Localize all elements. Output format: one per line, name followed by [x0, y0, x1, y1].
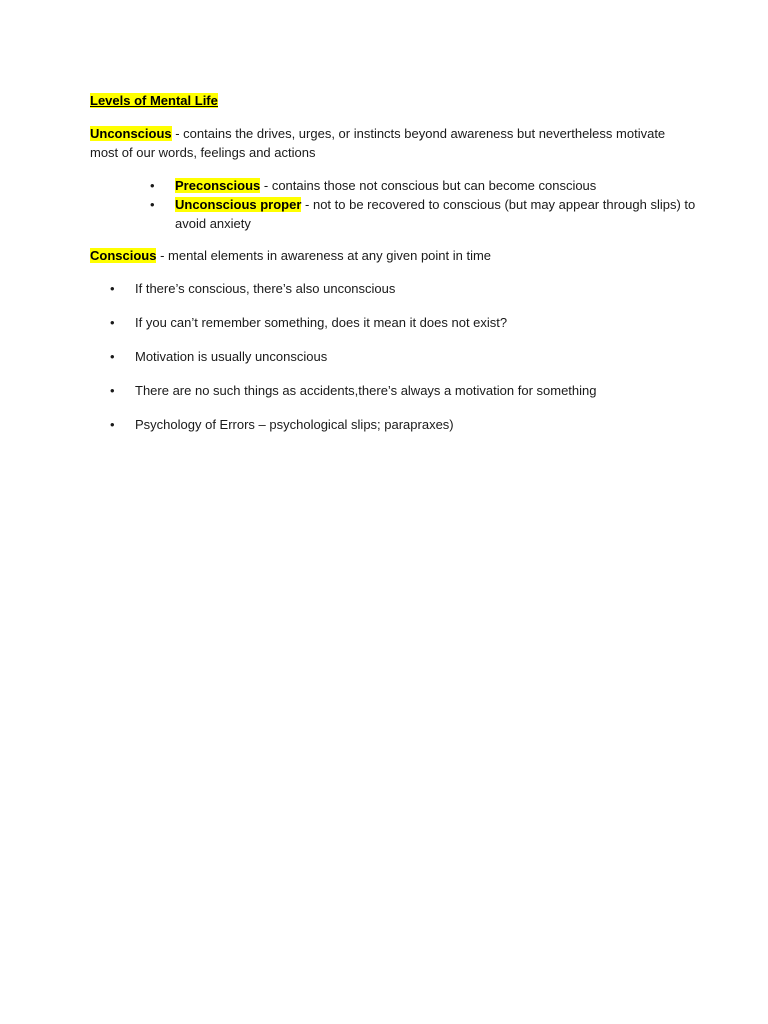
list-item — [110, 347, 710, 381]
conscious-paragraph — [90, 246, 690, 265]
conscious-bullet-list — [110, 279, 710, 449]
list-item — [150, 176, 710, 195]
bullet-icon: • — [110, 349, 115, 364]
preconscious-definition: - contains those not conscious but can become conscious — [260, 178, 597, 193]
conscious-definition: - mental elements in awareness at any given point in time — [156, 248, 492, 263]
bullet-icon: • — [110, 417, 115, 432]
list-item — [110, 415, 710, 449]
list-item — [110, 279, 710, 313]
conscious-term: Conscious — [90, 248, 157, 263]
bullet-text: If there’s conscious, there’s also unconscious — [135, 281, 396, 296]
bullet-text: Psychology of Errors – psychological slips; parapraxes) — [135, 417, 454, 432]
bullet-icon: • — [150, 178, 155, 193]
list-item — [150, 195, 710, 233]
document-title — [90, 91, 690, 110]
list-item — [110, 313, 710, 347]
bullet-text: There are no such things as accidents,there’s always a motivation for something — [135, 383, 597, 398]
bullet-icon: • — [110, 383, 115, 398]
unconscious-proper-definition: - not to be recovered to conscious (but may appear through slips) to avoid anxiety — [175, 197, 696, 231]
preconscious-term: Preconscious — [175, 178, 261, 193]
unconscious-sub-list — [150, 176, 710, 233]
bullet-icon: • — [110, 281, 115, 296]
unconscious-term: Unconscious — [90, 126, 172, 141]
bullet-icon: • — [110, 315, 115, 330]
list-item — [110, 381, 710, 415]
title-highlight: Levels of Mental Life — [90, 93, 218, 108]
bullet-icon: • — [150, 197, 155, 212]
unconscious-proper-term: Unconscious proper — [175, 197, 302, 212]
unconscious-paragraph — [90, 124, 690, 162]
bullet-text: If you can’t remember something, does it mean it does not exist? — [135, 315, 508, 330]
unconscious-definition: - contains the drives, urges, or instincts beyond awareness but nevertheless motivate most of our words, feelings and actions — [90, 126, 666, 160]
bullet-text: Motivation is usually unconscious — [135, 349, 328, 364]
